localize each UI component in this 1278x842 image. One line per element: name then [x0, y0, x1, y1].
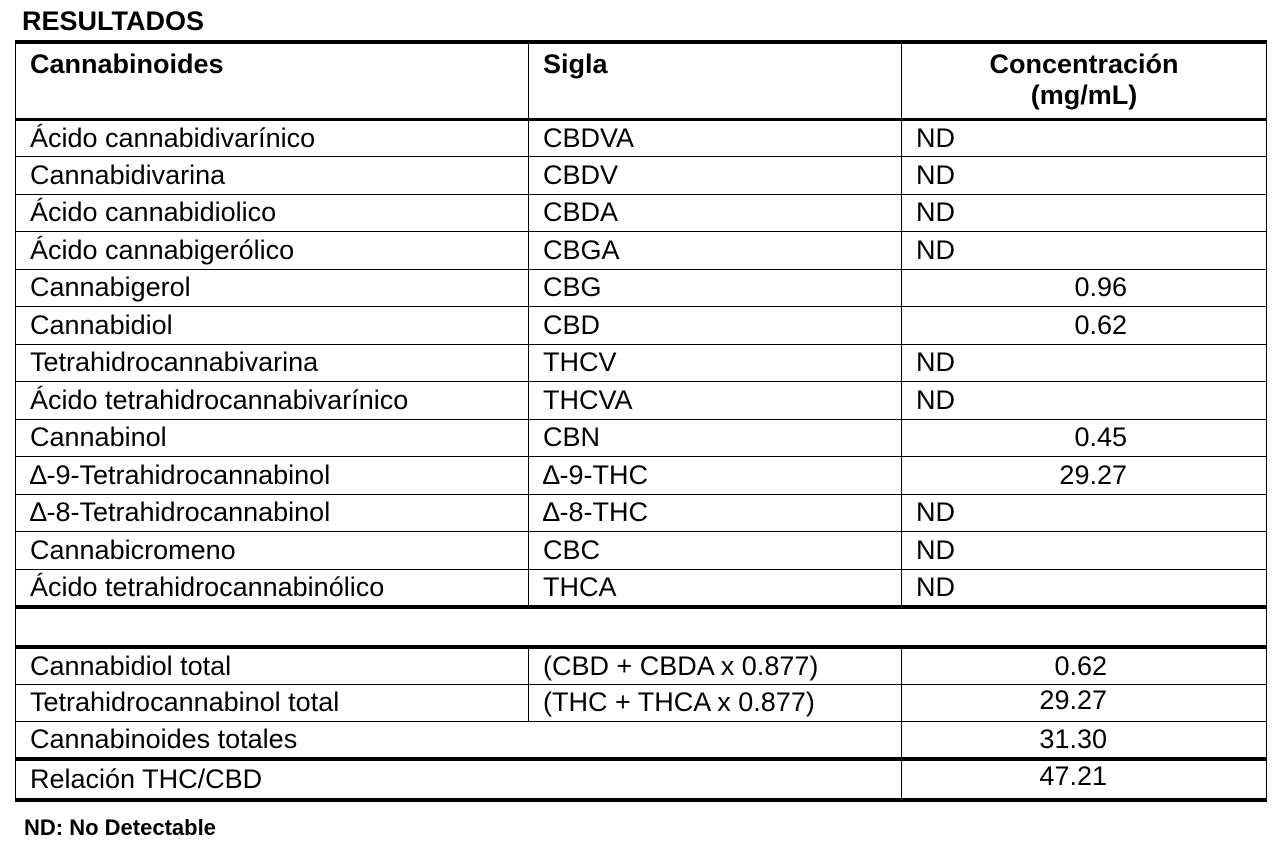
cannabinoid-name: Tetrahidrocannabivarina	[16, 344, 529, 382]
footnote: ND: No Detectable	[24, 815, 216, 840]
concentration-value: ND	[902, 157, 1267, 195]
results-table	[15, 40, 1267, 802]
table-row	[16, 119, 1267, 157]
cannabinoid-name: Cannabicromeno	[16, 532, 529, 570]
header-cannabinoids: Cannabinoides	[16, 42, 529, 119]
page-title: RESULTADOS	[22, 6, 204, 36]
total-formula: (THC + THCA x 0.877)	[529, 684, 902, 722]
cannabinoid-name: Ácido tetrahidrocannabinólico	[16, 569, 529, 607]
total-value: 29.27	[902, 684, 1267, 722]
table-row	[16, 307, 1267, 345]
header-concentration-label: Concentración	[989, 49, 1179, 79]
cannabinoid-name: Ácido cannabigerólico	[16, 232, 529, 270]
cannabinoid-abbr: CBN	[529, 419, 902, 457]
total-name: Cannabinoides totales	[16, 722, 902, 760]
cannabinoid-name: ∆-9-Tetrahidrocannabinol	[16, 457, 529, 495]
cannabinoid-abbr: THCVA	[529, 382, 902, 420]
cannabinoid-abbr: THCA	[529, 569, 902, 607]
cannabinoid-abbr: CBGA	[529, 232, 902, 270]
cannabinoid-abbr: THCV	[529, 344, 902, 382]
cannabinoid-name: Cannabidivarina	[16, 157, 529, 195]
concentration-value: ND	[902, 119, 1267, 157]
header-concentration	[902, 42, 1267, 119]
cannabinoid-abbr: CBG	[529, 269, 902, 307]
table-row	[16, 457, 1267, 495]
concentration-value: ND	[902, 382, 1267, 420]
table-row	[16, 269, 1267, 307]
table-row	[16, 194, 1267, 232]
cannabinoid-abbr: CBDVA	[529, 119, 902, 157]
concentration-value: 0.62	[902, 307, 1267, 345]
concentration-value: ND	[902, 532, 1267, 570]
table-row-ratio	[16, 759, 1267, 800]
cannabinoid-abbr: ∆-8-THC	[529, 494, 902, 532]
table-row	[16, 382, 1267, 420]
cannabinoid-abbr: CBDA	[529, 194, 902, 232]
data-rows	[16, 119, 1267, 607]
table-row	[16, 232, 1267, 270]
table-row	[16, 419, 1267, 457]
table-row-thc-total	[16, 684, 1267, 722]
total-name: Tetrahidrocannabinol total	[16, 684, 529, 722]
ratio-name: Relación THC/CBD	[16, 759, 902, 800]
concentration-value: ND	[902, 232, 1267, 270]
cannabinoid-abbr: ∆-9-THC	[529, 457, 902, 495]
table-row	[16, 569, 1267, 607]
cannabinoid-name: Ácido cannabidiolico	[16, 194, 529, 232]
total-value: 0.62	[902, 647, 1267, 685]
table-header-row	[16, 42, 1267, 119]
concentration-value: ND	[902, 194, 1267, 232]
cannabinoid-name: Cannabigerol	[16, 269, 529, 307]
total-value: 31.30	[902, 722, 1267, 760]
cannabinoid-name: Cannabidiol	[16, 307, 529, 345]
table-row	[16, 532, 1267, 570]
header-abbr: Sigla	[529, 42, 902, 119]
total-name: Cannabidiol total	[16, 647, 529, 685]
concentration-value: 0.96	[902, 269, 1267, 307]
concentration-value: 29.27	[902, 457, 1267, 495]
table-row	[16, 344, 1267, 382]
table-row-cannabinoids-total	[16, 722, 1267, 760]
cannabinoid-name: ∆-8-Tetrahidrocannabinol	[16, 494, 529, 532]
concentration-value: 0.45	[902, 419, 1267, 457]
cannabinoid-abbr: CBC	[529, 532, 902, 570]
cannabinoid-abbr: CBDV	[529, 157, 902, 195]
total-formula: (CBD + CBDA x 0.877)	[529, 647, 902, 685]
cannabinoid-name: Cannabinol	[16, 419, 529, 457]
cannabinoid-name: Ácido tetrahidrocannabivarínico	[16, 382, 529, 420]
spacer-row	[16, 607, 1267, 647]
header-concentration-unit: (mg/mL)	[1030, 80, 1138, 110]
concentration-value: ND	[902, 569, 1267, 607]
cannabinoid-name: Ácido cannabidivarínico	[16, 119, 529, 157]
table-row	[16, 157, 1267, 195]
cannabinoid-abbr: CBD	[529, 307, 902, 345]
table-row-cbd-total	[16, 647, 1267, 685]
table-row	[16, 494, 1267, 532]
concentration-value: ND	[902, 494, 1267, 532]
ratio-value: 47.21	[902, 759, 1267, 800]
spacer-cell	[16, 607, 1267, 647]
concentration-value: ND	[902, 344, 1267, 382]
